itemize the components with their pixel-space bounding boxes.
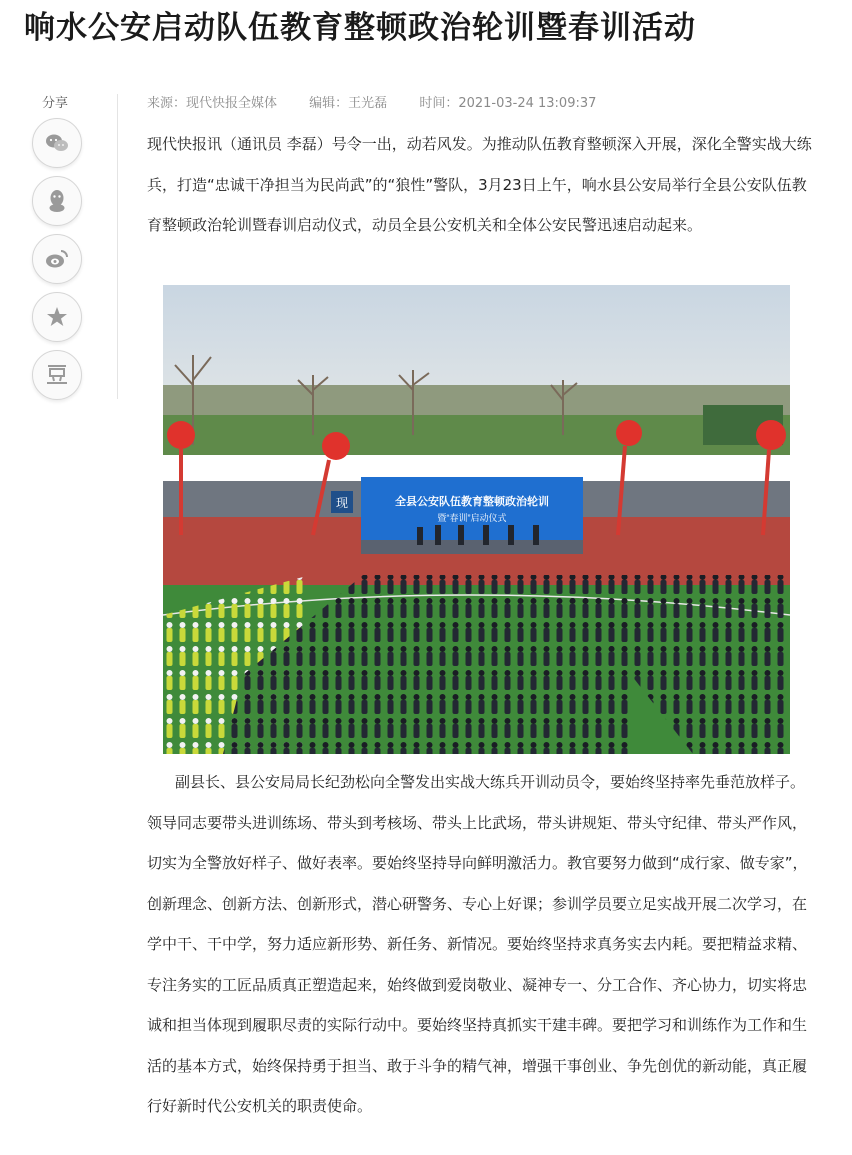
article-meta	[147, 92, 624, 111]
article-paragraph: 现代快报讯（通讯员 李磊）号令一出，动若风发。为推动队伍教育整顿深入开展，深化全警实战大练兵，打造“忠诚干净担当为民尚武”的“狼性”警队，3月23日上午，响水县公安局举行全县公安队伍教育整顿政治轮训暨春训启动仪式，动员全县公安机关和全体公安民警迅速启动起来。	[147, 135, 812, 234]
editor-text: 编辑：王光磊	[309, 96, 388, 111]
share-label: 分享	[42, 96, 69, 111]
weibo-icon	[45, 249, 69, 269]
douban-icon	[46, 364, 68, 386]
share-wechat-button[interactable]	[32, 118, 82, 168]
article-photo	[163, 285, 790, 754]
share-douban-button[interactable]	[32, 350, 82, 400]
qq-icon	[47, 189, 67, 213]
time-text: 时间：2021-03-24 13:09:37	[419, 96, 597, 111]
article-paragraph: 副县长、县公安局局长纪劲松向全警发出实战大练兵开训动员令，要始终坚持率先垂范放样子。领导同志要带头进训练场、带头到考核场、带头上比武场，带头讲规矩、带头守纪律、带头严作风，切实为全警放好样子、做好表率。要始终坚持导向鲜明激活力。教官要努力做到“成行家、做专家”，创新理念、创新方法、创新形式，潜心研警务、专心上好课；参训学员要立足实战开展二次学习，在学中干、干中学，努力适应新形势、新任务、新情况。要始终坚持求真务实去内耗。要把精益求精、专注务实的工匠品质真正塑造起来，始终做到爱岗敬业、凝神专一、分工合作、齐心协力，切实将忠诚和担当体现到履职尽责的实际行动中。要始终坚持真抓实干建丰碑。要把学习和训练作为工作和生活的基本方式，始终保持勇于担当、敢于斗争的精气神，增强干事创业、争先创优的新动能，真正履行好新时代公安机关的职责使命。	[147, 773, 808, 1115]
favorite-star-icon	[46, 306, 68, 328]
banner-line1: 全县公安队伍教育整顿政治轮训	[395, 496, 549, 508]
vertical-divider	[117, 94, 118, 399]
share-qq-button[interactable]	[32, 176, 82, 226]
source-text: 来源：现代快报全媒体	[147, 96, 278, 111]
share-favorite-button[interactable]	[32, 292, 82, 342]
share-weibo-button[interactable]	[32, 234, 82, 284]
share-bar	[32, 118, 82, 408]
article-title: 响水公安启动队伍教育整顿政治轮训暨春训活动	[24, 10, 696, 46]
banner-line2: 暨“春训”启动仪式	[437, 513, 507, 523]
side-sign: 现	[335, 496, 349, 510]
wechat-icon	[45, 133, 69, 153]
